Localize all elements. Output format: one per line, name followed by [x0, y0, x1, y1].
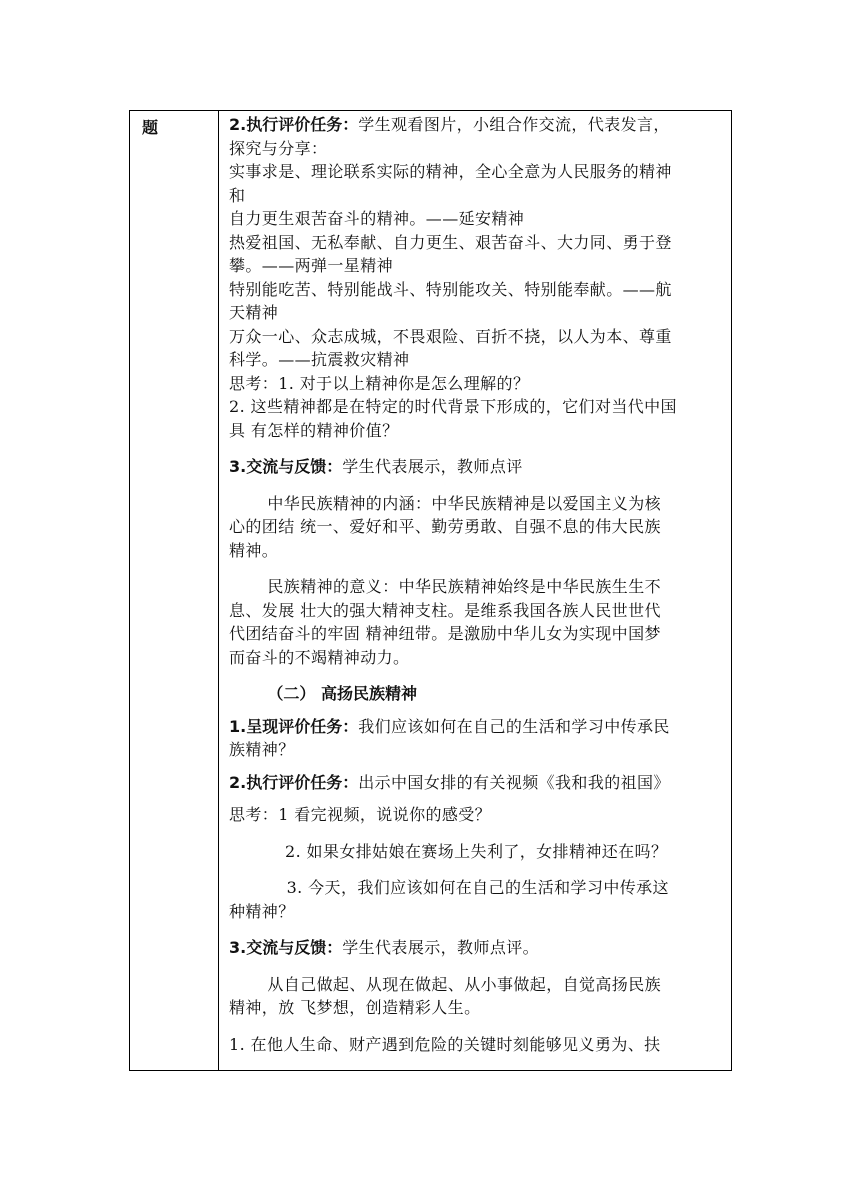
task-label: 3.交流与反馈： [229, 457, 343, 476]
paragraph-text: 民族精神的意义：中华民族精神始终是中华民族生生不 [267, 577, 661, 596]
paragraph-text: 3. 今天，我们应该如何在自己的生活和学习中传承这 [286, 878, 669, 897]
paragraph-task-2-heading: 2.执行评价任务：学生观看图片，小组合作交流，代表发言， [229, 115, 670, 134]
paragraph-text: 精神，放 飞梦想，创造精彩人生。 [229, 998, 481, 1017]
paragraph-text: 具 有怎样的精神价值？ [229, 420, 399, 440]
paragraph-text: 2. 如果女排姑娘在赛场上失利了，女排精神还在吗？ [285, 841, 668, 861]
paragraph-text: 从自己做起、从现在做起、从小事做起，自觉高扬民族 [267, 974, 661, 994]
task-label: 1.呈现评价任务： [229, 716, 359, 736]
paragraph-text: 而奋斗的不竭精神动力。 [229, 647, 410, 667]
paragraph-text: 攀。——两弹一星精神 [229, 256, 394, 275]
paragraph-text: 和 [229, 185, 246, 205]
lesson-plan-table [129, 110, 732, 1071]
paragraph-text: 自力更生艰苦奋斗的精神。——延安精神 [229, 209, 525, 228]
table-row [130, 111, 732, 1071]
paragraph-feedback-heading: 3.交流与反馈：学生代表展示，教师点评。 [229, 938, 540, 957]
paragraph-text: 天精神 [229, 303, 279, 322]
left-column-cell [130, 111, 219, 1071]
paragraph-present-task-heading: 1.呈现评价任务：我们应该如何在自己的生活和学习中传承民 [229, 716, 670, 736]
paragraph-text: 热爱祖国、无私奉献、自力更生、艰苦奋斗、大力同、勇于登 [229, 232, 672, 252]
paragraph-text: 心的团结 统一、爱好和平、勤劳勇敢、自强不息的伟大民族 [229, 517, 661, 536]
task-label: 2.执行评价任务： [229, 115, 359, 134]
paragraph-text: 种精神？ [229, 901, 295, 921]
paragraph-text: 族精神？ [229, 740, 295, 759]
paragraph-text: 精神。 [229, 540, 279, 560]
paragraph-text: 思考：1. 对于以上精神你是怎么理解的？ [229, 373, 530, 393]
content-body [219, 111, 731, 1070]
paragraph-text: 特别能吃苦、特别能战斗、特别能攻关、特别能奉献。——航 [229, 279, 672, 299]
paragraph-text: 息、发展 壮大的强大精神支柱。是维系我国各族人民世世代 [229, 600, 661, 620]
content-cell [219, 111, 732, 1071]
paragraph-text: 代团结奋斗的牢固 精神纽带。是激励中华儿女为实现中国梦 [229, 624, 661, 643]
section-subheading: （二） 高扬民族精神 [267, 684, 417, 703]
paragraph-text: 思考：1 看完视频，说说你的感受？ [229, 805, 492, 824]
paragraph-text: 科学。——抗震救灾精神 [229, 350, 410, 369]
paragraph-text: 1. 在他人生命、财产遇到危险的关键时刻能够见义勇为、扶 [229, 1034, 661, 1054]
paragraph-execute-task-heading: 2.执行评价任务：出示中国女排的有关视频《我和我的祖国》 [229, 772, 670, 792]
task-label: 2.执行评价任务： [229, 772, 359, 792]
paragraph-feedback-heading: 3.交流与反馈：学生代表展示，教师点评 [229, 457, 523, 476]
paragraph-text: 2. 这些精神都是在特定的时代背景下形成的，它们对当代中国 [229, 397, 677, 416]
left-column-label: 题 [142, 118, 159, 137]
paragraph-text: 万众一心、众志成城，不畏艰险、百折不挠，以人为本、尊重 [229, 326, 672, 346]
paragraph-text: 探究与分享： [229, 138, 328, 158]
task-label: 3.交流与反馈： [229, 938, 343, 957]
paragraph-text: 中华民族精神的内涵：中华民族精神是以爱国主义为核 [267, 493, 661, 513]
paragraph-text: 实事求是、理论联系实际的精神，全心全意为人民服务的精神 [229, 162, 672, 181]
